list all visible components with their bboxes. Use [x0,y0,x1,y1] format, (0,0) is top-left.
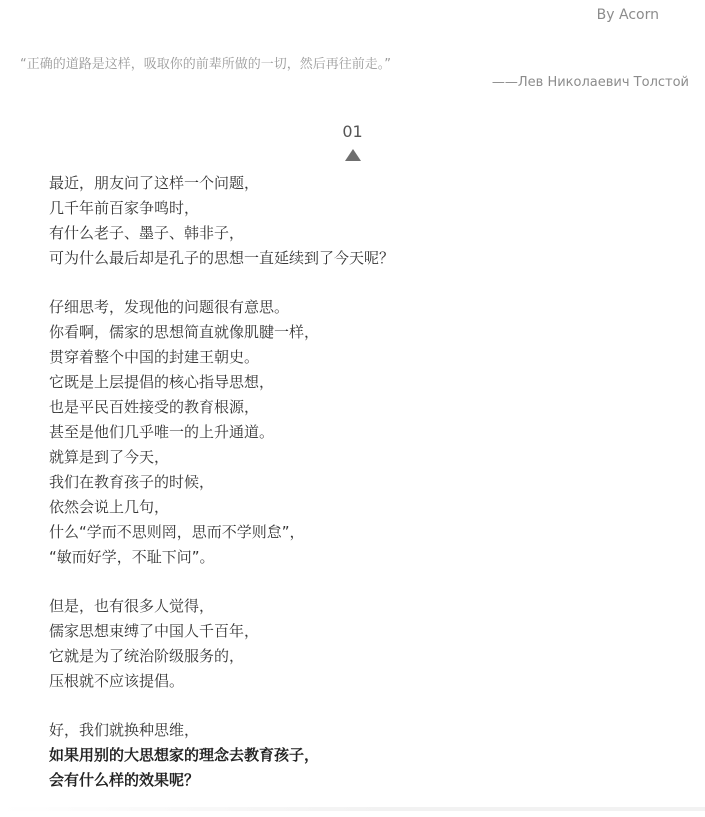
bold-text-line: 如果用别的大思想家的理念去教育孩子， [49,746,320,764]
text-line: 依然会说上几句， [49,498,170,516]
text-line: 压根就不应该提倡。 [49,672,185,690]
text-line: 儒家思想束缚了中国人千百年， [49,622,260,640]
section-header [0,122,705,161]
text-line: 好，我们就换种思维， [49,721,200,739]
text-line: 什么“学而不思则罔，思而不学则怠”， [49,523,305,541]
text-line: “敏而好学，不耻下问”。 [49,548,215,566]
bold-text-line: 会有什么样的效果呢？ [49,771,200,789]
text-line: 它既是上层提倡的核心指导思想， [49,373,275,391]
text-line: 仔细思考，发现他的问题很有意思。 [49,298,290,316]
paragraph-1 [49,171,669,271]
text-line: 贯穿着整个中国的封建王朝史。 [49,348,260,366]
text-line: 也是平民百姓接受的教育根源， [49,398,260,416]
paragraph-2 [49,295,669,570]
paragraph-3 [49,594,669,694]
text-line: 最近，朋友问了这样一个问题， [49,174,260,192]
text-line: 几千年前百家争鸣时， [49,199,200,217]
section-number: 01 [342,122,363,141]
bottom-divider [0,807,705,811]
text-line: 但是，也有很多人觉得， [49,597,215,615]
epigraph-quote: “正确的道路是这样，吸取你的前辈所做的一切，然后再往前走。” [20,57,391,72]
text-line: 就算是到了今天， [49,448,170,466]
author-byline: By Acorn [596,7,659,23]
text-line: 可为什么最后却是孔子的思想一直延续到了今天呢？ [49,249,395,267]
article-body [49,171,669,817]
paragraph-4 [49,718,669,793]
text-line: 甚至是他们几乎唯一的上升通道。 [49,423,275,441]
epigraph-attribution: ——Лев Николаевич Толстой [491,75,689,90]
text-line: 我们在教育孩子的时候， [49,473,215,491]
text-line: 它就是为了统治阶级服务的， [49,647,245,665]
triangle-up-icon [345,149,361,161]
text-line: 你看啊，儒家的思想简直就像肌腱一样， [49,323,320,341]
text-line: 有什么老子、墨子、韩非子， [49,224,245,242]
